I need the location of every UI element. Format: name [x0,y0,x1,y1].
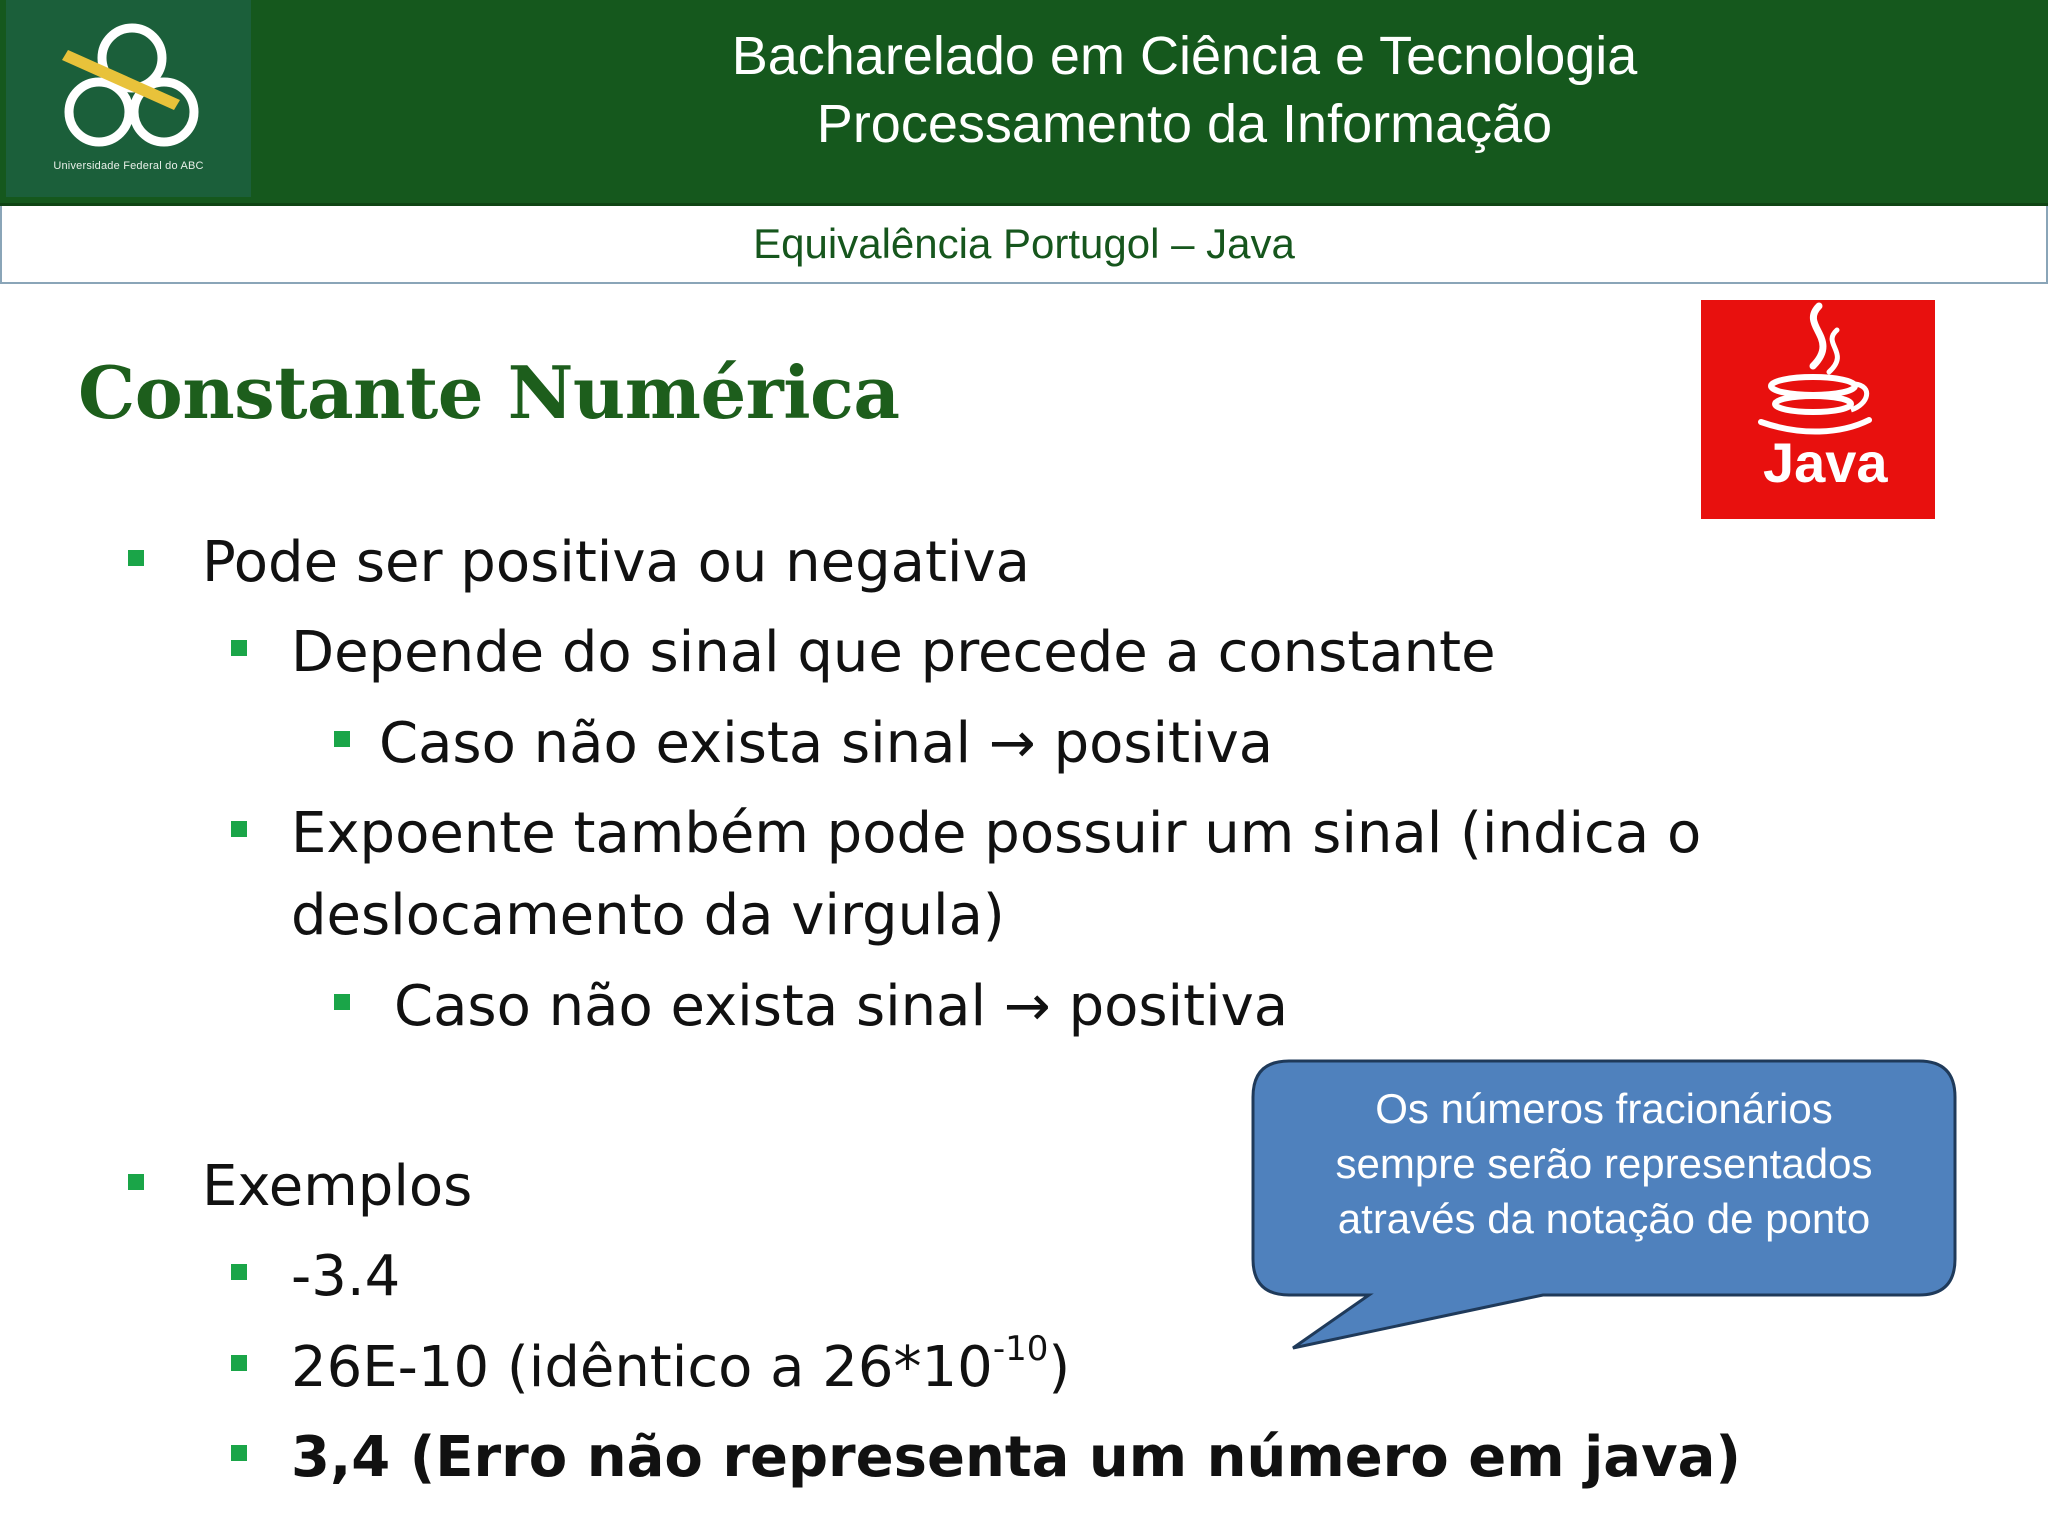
bullet-text: Pode ser positiva ou negativa [202,530,1030,595]
bullet-text [291,1329,1071,1400]
slide-header [0,0,2048,206]
bullet-marker [231,1264,247,1280]
bullet-text: -3.4 [291,1244,401,1309]
example-mantissa: 26E-10 (idêntico a 26*10 [291,1335,993,1400]
header-text [251,22,2048,158]
bullet-text: 3,4 (Erro não representa um número em java) [291,1425,1741,1490]
callout-line: Os números fracionários [1375,1085,1833,1132]
section-strip [0,206,2048,284]
section-title: Equivalência Portugol – Java [753,220,1295,267]
callout-line: sempre serão representados [1335,1140,1873,1187]
logo-caption: Universidade Federal do ABC [53,160,204,172]
bullet-text: Caso não exista sinal → positiva [394,974,1289,1039]
java-cup-icon [1701,300,1935,519]
course-name: Bacharelado em Ciência e Tecnologia [731,26,1638,86]
bullet-marker [231,640,247,656]
bullet-text: Expoente também pode possuir um sinal (indica o [291,801,1702,866]
speech-callout [1251,1059,1957,1299]
bullet-text-continued: deslocamento da virgula) [291,883,1005,948]
example-exponent: -10 [992,1329,1049,1369]
bullet-marker [231,821,247,837]
bullet-text: Exemplos [202,1154,473,1219]
bullet-marker [231,1355,247,1371]
bullet-text: Caso não exista sinal → positiva [379,711,1274,776]
subject-name: Processamento da Informação [816,94,1553,154]
example-close: ) [1048,1335,1071,1400]
bullet-marker [231,1445,247,1461]
bullet-marker [334,731,350,747]
slide-title: Constante Numérica [78,350,900,435]
callout-line: através da notação de ponto [1337,1195,1871,1242]
ufabc-logo-icon [46,10,211,160]
java-logo [1701,300,1935,519]
java-logo-text: Java [1763,431,1888,494]
bullet-marker [128,550,144,566]
ufabc-logo [6,0,251,197]
bullet-marker [334,994,350,1010]
bullet-text: Depende do sinal que precede a constante [291,620,1496,685]
bullet-marker [128,1174,144,1190]
callout-text [1271,1081,1937,1246]
